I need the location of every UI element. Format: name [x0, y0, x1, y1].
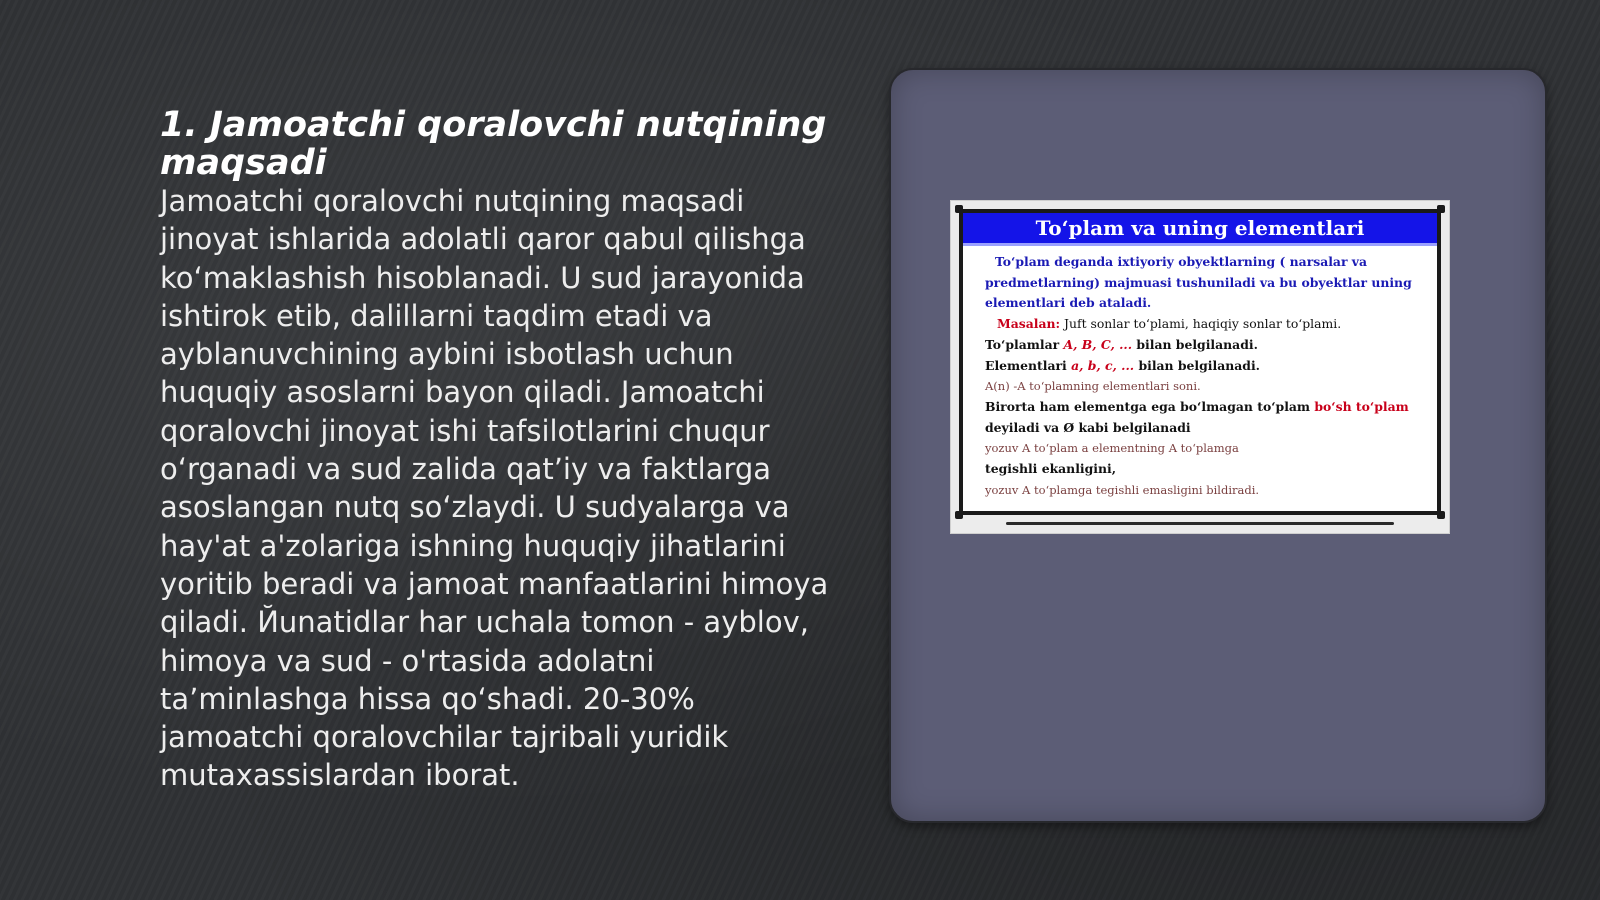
set-definition: To‘plam deganda ixtiyoriy obyektlarning ( narsalar va predmetlarning) majmuasi tushuniladi va bu obyektlar uning elementlari deb ataladi.	[985, 254, 1412, 311]
example-text: Juft sonlar to‘plami, haqiqiy sonlar to‘plami.	[1064, 316, 1342, 332]
whiteboard-title: To‘plam va uning elementlari	[963, 213, 1437, 246]
text-block	[160, 106, 840, 795]
example-label: Masalan:	[997, 316, 1061, 332]
empty-set-part1: Birorta ham elementga ega bo‘lmagan to‘plam	[985, 398, 1311, 414]
board-corner-peg	[955, 205, 963, 213]
membership-bold: tegishli ekanligini,	[985, 461, 1117, 477]
slide-title: 1. Jamoatchi qoralovchi nutqining maqsadi	[160, 105, 827, 183]
elements-prefix: Elementlari	[985, 357, 1067, 373]
sets-suffix: bilan belgilanadi.	[1136, 336, 1258, 352]
elements-suffix: bilan belgilanadi.	[1138, 357, 1260, 373]
board-corner-peg	[955, 511, 963, 519]
sets-notation-line	[985, 335, 1415, 356]
elements-notation-line	[985, 356, 1415, 377]
non-membership-line: yozuv A to‘plamga tegishli emasligini bildiradi.	[985, 482, 1260, 497]
sets-prefix: To‘plamlar	[985, 336, 1060, 352]
whiteboard-marker-rail	[1006, 522, 1394, 525]
whiteboard-image	[950, 200, 1450, 534]
whiteboard-surface	[959, 209, 1441, 515]
board-corner-peg	[1437, 511, 1445, 519]
slide-body-text: Jamoatchi qoralovchi nutqining maqsadi jinoyat ishlarida adolatli qaror qabul qilishga ko‘maklashish hisoblanadi. U sud jarayonida ishtirok etib, dalillarni taqdim etadi va ayblanuvchining aybini isbotlash uchun huquqiy asoslarni bayon qiladi. Jamoatchi qoralovchi jinoyat ishi tafsilotlarini chuqur o‘rganadi va sud zalida qat’iy va faktlarga asoslangan nutq so‘zlaydi. U sudyalarga va hay'at a'zolariga ishning huquqiy jihatlarini yoritib beradi va jamoat manfaatlarini himoya qiladi. Йunatidlar har uchala tomon - ayblov, himoya va sud - o'rtasida adolatni ta’minlashga hissa qo‘shadi. 20-30% jamoatchi qoralovchilar tajribali yuridik mutaxassislardan iborat.	[160, 184, 829, 793]
empty-set-line	[985, 397, 1415, 438]
board-corner-peg	[1437, 205, 1445, 213]
membership-line: yozuv A to‘plam a elementning A to‘plamga	[985, 441, 1239, 456]
sets-symbols: A, B, C, ...	[1063, 336, 1133, 352]
example-line	[985, 314, 1415, 335]
whiteboard-content	[963, 246, 1437, 500]
elements-symbols: a, b, c, ...	[1071, 357, 1135, 373]
element-count-line: A(n) -A to‘plamning elementlari soni.	[985, 379, 1201, 394]
empty-set-part2: deyiladi va Ø kabi belgilanadi	[985, 419, 1191, 435]
empty-set-term: bo‘sh to‘plam	[1314, 398, 1409, 414]
